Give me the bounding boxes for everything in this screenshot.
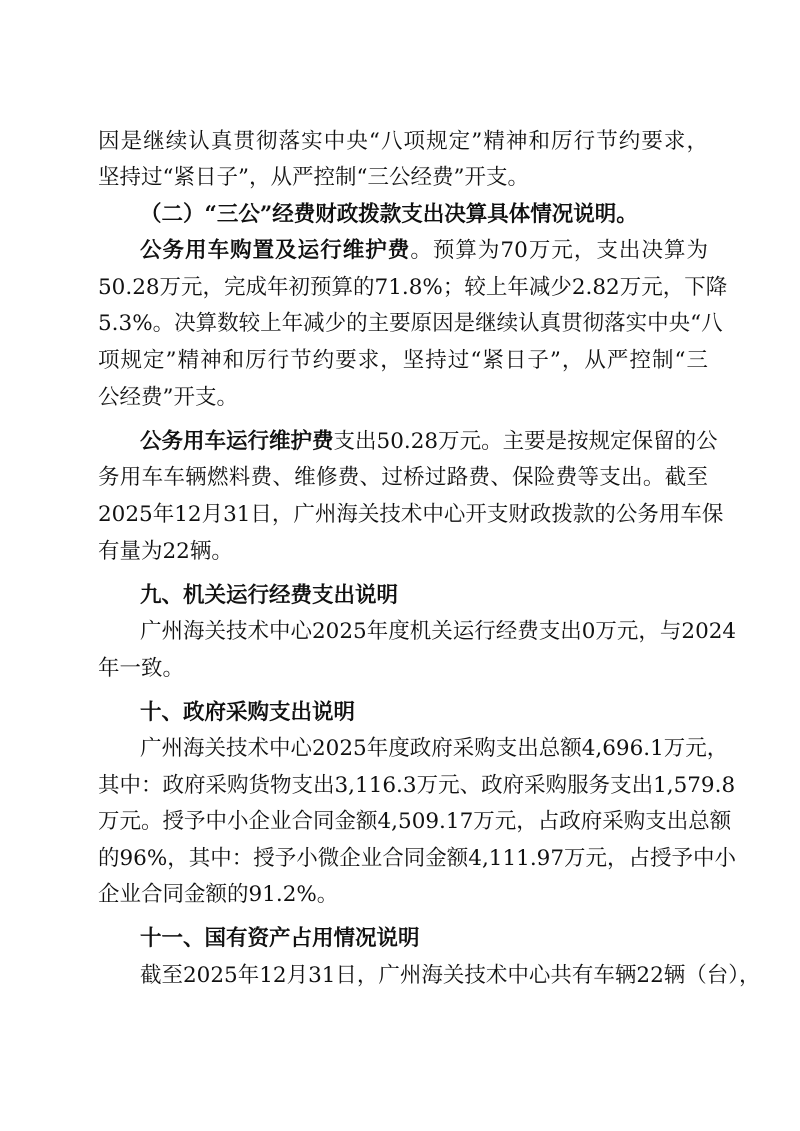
body-text-line: 其中：政府采购货物支出3,116.3万元、政府采购服务支出1,579.8 <box>98 773 736 798</box>
body-text-line: 50.28万元，完成年初预算的71.8%；较上年减少2.82万元，下降 <box>98 275 728 300</box>
body-text-line: 的96%，其中：授予小微企业合同金额4,111.97万元，占授予中小 <box>98 846 737 871</box>
body-text-line: 坚持过“紧日子”，从严控制“三公经费”开支。 <box>98 165 529 190</box>
body-text-line: 广州海关技术中心2025年度政府采购支出总额4,696.1万元， <box>140 736 729 761</box>
term-vehicle-maintenance: 公务用车运行维护费 <box>140 429 334 454</box>
body-text-line <box>140 231 708 271</box>
body-text-span: 。预算为70万元，支出决算为 <box>410 238 708 263</box>
body-text-line: 广州海关技术中心2025年度机关运行经费支出0万元，与2024 <box>140 619 737 644</box>
body-text-line: 2025年12月31日，广州海关技术中心开支财政拨款的公务用车保 <box>98 502 724 527</box>
body-text-line: 年一致。 <box>98 656 185 681</box>
body-text-line: 有量为22辆。 <box>98 539 233 564</box>
body-text-line: 企业合同金额的91.2%。 <box>98 882 339 907</box>
body-text-line: 截至2025年12月31日，广州海关技术中心共有车辆22辆（台）， <box>140 963 761 988</box>
term-vehicle-purchase-maintenance: 公务用车购置及运行维护费 <box>140 238 411 263</box>
body-text-line: 项规定”精神和厉行节约要求，坚持过“紧日子”，从严控制“三 <box>98 348 708 373</box>
body-text-line: 公经费”开支。 <box>98 385 238 410</box>
body-text-line: 5.3%。决算数较上年减少的主要原因是继续认真贯彻落实中央“八 <box>98 311 723 336</box>
body-text-line <box>140 422 718 462</box>
body-text-line: 务用车车辆燃料费、维修费、过桥过路费、保险费等支出。截至 <box>98 465 708 490</box>
section-heading-ten: 十、政府采购支出说明 <box>140 700 356 725</box>
body-text-line: 万元。授予中小企业合同金额4,509.17万元，占政府采购支出总额 <box>98 809 732 834</box>
body-text-line: 因是继续认真贯彻落实中央“八项规定”精神和厉行节约要求， <box>98 129 708 154</box>
body-text-span: 支出50.28万元。主要是按规定保留的公 <box>333 429 718 454</box>
section-heading-two: （二）“三公”经费财政拨款支出决算具体情况说明。 <box>140 202 638 227</box>
section-heading-eleven: 十一、国有资产占用情况说明 <box>140 926 420 951</box>
section-heading-nine: 九、机关运行经费支出说明 <box>140 583 399 608</box>
